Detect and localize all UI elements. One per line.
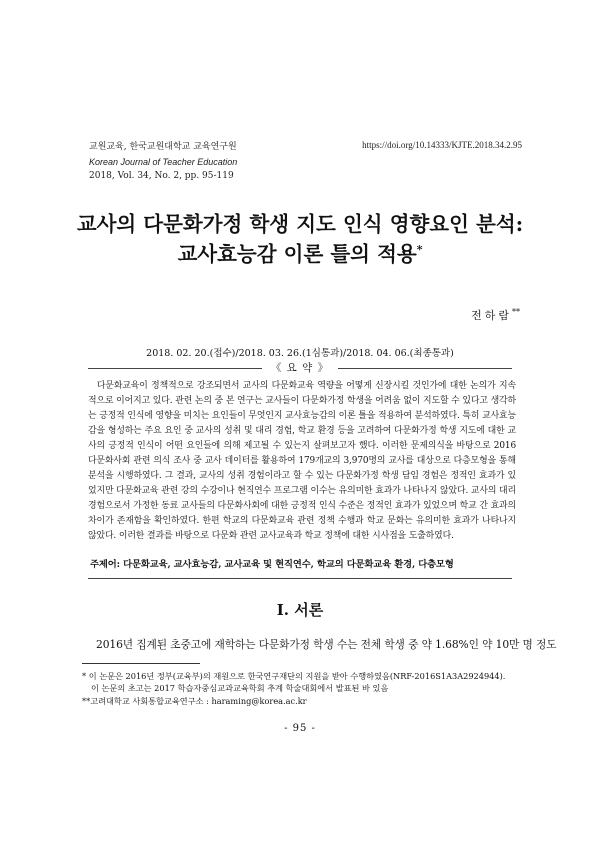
footnote-rule [82,663,200,664]
journal-name-en: Korean Journal of Teacher Education [89,156,238,167]
title-footnote-mark: * [416,243,423,257]
review-dates: 2018. 02. 20.(접수)/2018. 03. 26.(1심통과)/2018. 04. 06.(최종통과) [146,348,454,359]
paper-title-line1: 교사의 다문화가정 학생 지도 인식 영향요인 분석: [76,212,524,236]
footnote-affiliation: **고려대학교 사회통합교육연구소 : haraming@korea.ac.kr [82,696,307,706]
journal-publisher: 교원교육, 한국교원대학교 교육연구원 [89,142,237,152]
author [471,307,520,323]
body-paragraph: 2016년 집계된 초중고에 재학하는 다문화가정 학생 수는 전체 학생 중 약 1.68%인 약 10만 명 정도 [96,638,557,651]
page-number: - 95 - [284,723,316,734]
paper-title-line2-text: 교사효능감 이론 틀의 적용 [177,242,417,266]
doi-link[interactable]: https://doi.org/10.14333/KJTE.2018.34.2.95 [362,140,522,150]
paper-title-line2 [40,237,560,267]
footnote-funding: * 이 논문은 2016년 정부(교육부)의 재원으로 한국연구재단의 지원을 받아 수행하였음(NRF-2016S1A3A2924944). [82,671,506,681]
keywords: 주제어: 다문화교육, 교사효능감, 교사교육 및 현직연수, 학교의 다문화교육 환경, 다층모형 [90,559,454,570]
abstract-text: 다문화교육이 정책적으로 강조되면서 교사의 다문화교육 역량을 어떻게 신장시킬 것인가에 대한 논의가 지속적으로 이어지고 있다. 관련 논의 중 본 연구는 교사들이 다문화가정 학생을 어려움 없이 지도할 수 있다고 생각하는 긍정적 인식에 영향을 미치는 요인들이 무엇인지 교사효능감의 이론 틀을 적용하여 분석하였다. 특히 교사효능감을 형성하는 주요 요인 중 교사의 성취 및 대리 경험, 학교 환경 등을 고려하여 다문화가정 학생 지도에 대한 교사의 긍정적 인식이 어떤 요인들에 의해 제고될 수 있는지 살펴보고자 했다. 이러한 문제의식을 바탕으로 2016 다문화사회 관련 의식 조사 중 교사 데이터를 활용하여 179개교의 3,970명의 교사를 대상으로 다층모형을 통해 분석을 시행하였다. 그 결과, 교사의 성취 경험이라고 할 수 있는 다문화가정 학생 담임 경험은 정적인 효과가 있었지만 다문화교육 관련 강의 수강이나 현직연수 프로그램 이수는 유의미한 효과가 나타나지 않았다. 교사의 대리 경험으로서 가정한 동료 교사들의 다문화사회에 대한 긍정적 인식 수준은 정적인 효과가 있었으며 학교 간 효과의 차이가 존재함을 확인하였다. 한편 학교의 다문화교육 관련 정책 수행과 학교 문화는 유의미한 효과가 나타나지 않았다. 이러한 결과를 바탕으로 다문화 관련 교사교육과 학교 정책에 대한 시사점을 도출하였다. [88,381,516,541]
footnote-presentation: 이 논문의 초고는 2017 학습자중심교과교육학회 추계 학술대회에서 발표된 바 있음 [91,683,389,693]
author-footnote-mark: ** [512,307,520,317]
keywords-rule [88,578,512,579]
journal-info [89,140,237,184]
journal-volume: 2018, Vol. 34, No. 2, pp. 95-119 [89,171,234,181]
summary-heading: 《 요 약 》 [262,360,338,375]
section-heading: Ⅰ. 서론 [276,601,324,619]
author-name: 전하람 [471,309,512,322]
